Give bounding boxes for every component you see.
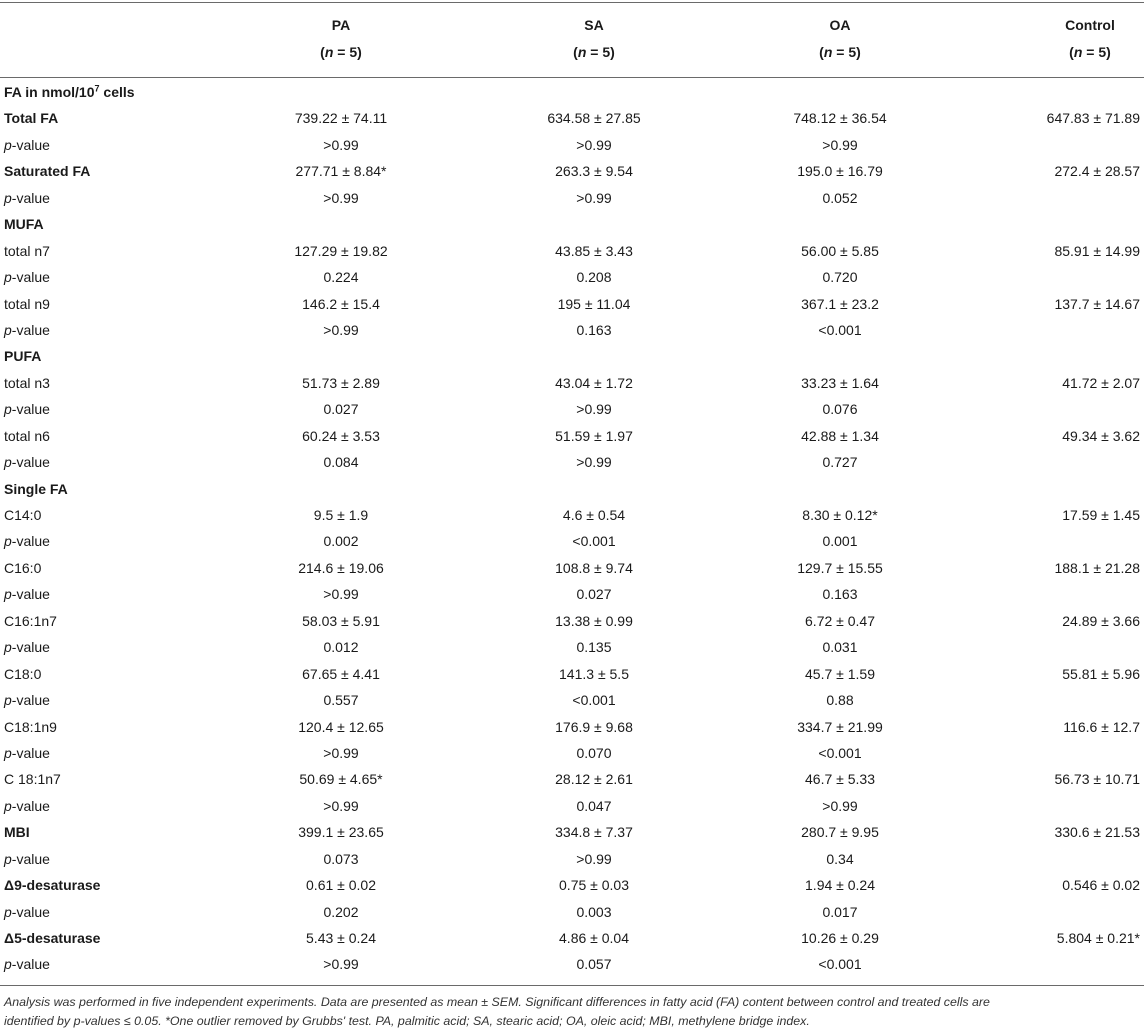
table-footnote — [4, 993, 1140, 1031]
table-row — [0, 396, 1144, 422]
table-cell: 127.29 ± 19.82 — [294, 242, 388, 259]
table-row — [0, 925, 1144, 951]
column-header-n: (n = 5) — [320, 44, 362, 60]
table-cell: 28.12 ± 2.61 — [555, 771, 633, 788]
row-label: Single FA — [4, 480, 68, 497]
row-label: C 18:1n7 — [4, 771, 61, 788]
row-label: FA in nmol/$10^7$ cells — [4, 83, 135, 100]
table-cell: 0.012 — [323, 639, 359, 656]
row-label: p-value — [4, 692, 50, 709]
table-cell: 0.720 — [822, 269, 858, 286]
table-row — [0, 502, 1144, 528]
footnote-line-2: identified by p-values ≤ 0.05. *One outlier removed by Grubbs' test. PA, palmitic acid; SA, stearic acid; OA, oleic acid; MBI, methylene bridge index. — [4, 1014, 810, 1028]
row-label: C18:0 — [4, 665, 42, 682]
table-cell: >0.99 — [576, 850, 612, 867]
table-cell: 0.727 — [822, 454, 858, 471]
row-label: Saturated FA — [4, 163, 91, 180]
row-label: p-value — [4, 850, 50, 867]
table-cell: 33.23 ± 1.64 — [801, 374, 879, 391]
table-cell: 0.047 — [576, 797, 612, 814]
table-cell: >0.99 — [323, 797, 359, 814]
row-label: p-value — [4, 797, 50, 814]
table-cell: 8.30 ± 0.12* — [802, 507, 878, 523]
table-cell: 85.91 ± 14.99 — [1054, 242, 1140, 259]
column-header-n: (n = 5) — [819, 44, 861, 60]
row-label: p-value — [4, 136, 50, 153]
table-cell: 0.208 — [576, 269, 612, 286]
table-cell: 0.070 — [576, 744, 612, 761]
table-cell: 58.03 ± 5.91 — [302, 612, 380, 629]
table-cell: 55.81 ± 5.96 — [1062, 665, 1140, 682]
table-cell: 399.1 ± 23.65 — [298, 824, 384, 841]
table-row — [0, 899, 1144, 925]
table-cell: 0.057 — [576, 956, 612, 973]
table-cell: >0.99 — [576, 136, 612, 153]
table-cell: 10.26 ± 0.29 — [801, 930, 879, 946]
row-label: p-value — [4, 956, 50, 973]
table-row — [0, 79, 1144, 105]
table-row — [0, 105, 1144, 131]
table-cell: 272.4 ± 28.57 — [1054, 163, 1140, 180]
table-cell: 51.59 ± 1.97 — [555, 427, 633, 444]
table-cell: 108.8 ± 9.74 — [555, 559, 633, 576]
column-header-sa — [544, 12, 644, 66]
table-cell: 13.38 ± 0.99 — [555, 612, 633, 629]
table-cell: 0.027 — [323, 401, 359, 418]
table-cell: 195.0 ± 16.79 — [797, 163, 883, 180]
table-row — [0, 238, 1144, 264]
table-row — [0, 608, 1144, 634]
table-cell: 330.6 ± 21.53 — [1054, 824, 1140, 841]
table-cell: <0.001 — [572, 533, 616, 550]
table-cell: <0.001 — [818, 321, 862, 338]
table-cell: 334.7 ± 21.99 — [797, 718, 883, 735]
table-cell: 56.00 ± 5.85 — [801, 242, 879, 259]
footnote-line-1: Analysis was performed in five independent experiments. Data are presented as mean ± SEM. Significant differences in fatty acid (FA) content between control and treated cells are — [4, 995, 990, 1009]
row-label: MUFA — [4, 216, 44, 233]
table-cell: 0.084 — [323, 454, 359, 471]
table-row — [0, 132, 1144, 158]
row-label: total n6 — [4, 427, 50, 444]
table-cell: 1.94 ± 0.24 — [805, 877, 875, 894]
row-label: MBI — [4, 824, 30, 841]
table-cell: 214.6 ± 19.06 — [298, 559, 384, 576]
table-cell: 17.59 ± 1.45 — [1062, 507, 1140, 523]
table-cell: 277.71 ± 8.84* — [295, 163, 387, 180]
table-cell: >0.99 — [576, 454, 612, 471]
table-cell: 739.22 ± 74.11 — [294, 110, 388, 127]
table-cell: 24.89 ± 3.66 — [1062, 612, 1140, 629]
table-cell: 60.24 ± 3.53 — [302, 427, 380, 444]
table-cell: >0.99 — [576, 189, 612, 206]
table-cell: 0.027 — [576, 586, 612, 603]
table-row — [0, 158, 1144, 184]
table-cell: <0.001 — [818, 744, 862, 761]
table-cell: >0.99 — [576, 401, 612, 418]
row-label: p-value — [4, 321, 50, 338]
table-cell: 0.076 — [822, 401, 858, 418]
column-header-name: OA — [829, 17, 851, 33]
row-label: p-value — [4, 533, 50, 550]
table-row — [0, 449, 1144, 475]
table-row — [0, 343, 1144, 369]
row-label: total n7 — [4, 242, 50, 259]
row-label: Δ5-desaturase — [4, 930, 101, 946]
row-label: p-value — [4, 639, 50, 656]
table-row — [0, 291, 1144, 317]
header-bottom-rule — [0, 77, 1144, 78]
table-cell: 334.8 ± 7.37 — [555, 824, 633, 841]
table-row — [0, 846, 1144, 872]
table-cell: 280.7 ± 9.95 — [801, 824, 879, 841]
table-cell: >0.99 — [323, 744, 359, 761]
table-row — [0, 185, 1144, 211]
table-cell: 748.12 ± 36.54 — [793, 110, 887, 127]
table-cell: >0.99 — [323, 321, 359, 338]
table-cell: 634.58 ± 27.85 — [547, 110, 641, 127]
table-cell: 50.69 ± 4.65* — [299, 771, 383, 788]
row-label: p-value — [4, 269, 50, 286]
table-cell: <0.001 — [818, 956, 862, 973]
table-row — [0, 555, 1144, 581]
table-cell: 0.224 — [323, 269, 359, 286]
column-header-n: (n = 5) — [1069, 44, 1111, 60]
table-cell: 0.031 — [822, 639, 858, 656]
table-cell: 0.61 ± 0.02 — [306, 877, 376, 894]
table-row — [0, 661, 1144, 687]
table-cell: 367.1 ± 23.2 — [801, 295, 879, 312]
table-body — [0, 79, 1144, 978]
table-cell: >0.99 — [822, 797, 858, 814]
row-label: p-value — [4, 903, 50, 920]
table-cell: 43.04 ± 1.72 — [555, 374, 633, 391]
table-cell: 0.003 — [576, 903, 612, 920]
table-cell: 0.163 — [822, 586, 858, 603]
table-cell: >0.99 — [822, 136, 858, 153]
table-cell: 0.34 — [826, 850, 854, 867]
table-cell: 0.163 — [576, 321, 612, 338]
table-row — [0, 317, 1144, 343]
table-cell: 176.9 ± 9.68 — [555, 718, 633, 735]
table-row — [0, 951, 1144, 977]
row-label: p-value — [4, 189, 50, 206]
table-row — [0, 634, 1144, 660]
row-label: C18:1n9 — [4, 718, 57, 735]
table-row — [0, 370, 1144, 396]
table-cell: >0.99 — [323, 956, 359, 973]
table-row — [0, 872, 1144, 898]
table-row — [0, 211, 1144, 237]
table-cell: 45.7 ± 1.59 — [805, 665, 875, 682]
column-header-name: PA — [331, 17, 351, 33]
table-row — [0, 819, 1144, 845]
column-header-control — [1040, 12, 1140, 66]
table-cell: 0.75 ± 0.03 — [559, 877, 629, 894]
row-label: p-value — [4, 586, 50, 603]
table-cell: 120.4 ± 12.65 — [298, 718, 384, 735]
row-label: C16:0 — [4, 559, 42, 576]
table-cell: 0.557 — [323, 692, 359, 709]
column-header-name: Control — [1065, 17, 1115, 33]
table-cell: >0.99 — [323, 189, 359, 206]
table-cell: 0.017 — [822, 903, 858, 920]
column-header-name: SA — [584, 17, 604, 33]
table-row — [0, 423, 1144, 449]
table-cell: 6.72 ± 0.47 — [805, 612, 875, 629]
table-cell: 5.43 ± 0.24 — [306, 930, 376, 946]
table-cell: 4.6 ± 0.54 — [562, 507, 626, 523]
table-cell: 42.88 ± 1.34 — [801, 427, 879, 444]
table-cell: 141.3 ± 5.5 — [559, 665, 629, 682]
row-label: PUFA — [4, 348, 42, 365]
table-cell: 41.72 ± 2.07 — [1062, 374, 1140, 391]
row-label: total n9 — [4, 295, 50, 312]
row-label: p-value — [4, 454, 50, 471]
table-cell: 43.85 ± 3.43 — [555, 242, 633, 259]
table-cell: 137.7 ± 14.67 — [1054, 295, 1140, 312]
table-cell: 56.73 ± 10.71 — [1054, 771, 1140, 788]
table-cell: 0.88 — [826, 692, 854, 709]
column-header-n: (n = 5) — [573, 44, 615, 60]
row-label: p-value — [4, 401, 50, 418]
table-cell: 51.73 ± 2.89 — [302, 374, 380, 391]
table-cell: 49.34 ± 3.62 — [1062, 427, 1140, 444]
column-header-oa — [790, 12, 890, 66]
table-cell: 263.3 ± 9.54 — [555, 163, 633, 180]
table-cell: 0.001 — [822, 533, 858, 550]
table-cell: 0.052 — [822, 189, 858, 206]
table-top-rule — [0, 2, 1144, 3]
column-header-pa — [291, 12, 391, 66]
table-cell: <0.001 — [572, 692, 616, 709]
table-cell: 129.7 ± 15.55 — [797, 559, 883, 576]
table-cell: 5.804 ± 0.21* — [1056, 930, 1140, 946]
table-row — [0, 740, 1144, 766]
row-label: C16:1n7 — [4, 612, 57, 629]
table-cell: 647.83 ± 71.89 — [1046, 110, 1140, 127]
table-cell: 0.002 — [323, 533, 359, 550]
table-cell: 67.65 ± 4.41 — [302, 665, 380, 682]
table-row — [0, 714, 1144, 740]
table-cell: 0.073 — [323, 850, 359, 867]
table-row — [0, 581, 1144, 607]
table-cell: 188.1 ± 21.28 — [1054, 559, 1140, 576]
row-label: C14:0 — [4, 507, 42, 523]
row-label: Total FA — [4, 110, 59, 127]
table-cell: >0.99 — [323, 136, 359, 153]
table-bottom-rule — [0, 985, 1144, 986]
row-label: p-value — [4, 744, 50, 761]
table-row — [0, 766, 1144, 792]
table-cell: 4.86 ± 0.04 — [559, 930, 629, 946]
row-label: total n3 — [4, 374, 50, 391]
table-cell: 195 ± 11.04 — [557, 295, 631, 312]
table-row — [0, 687, 1144, 713]
table-cell: 116.6 ± 12.7 — [1063, 718, 1140, 735]
table-row — [0, 528, 1144, 554]
table-cell: 0.202 — [323, 903, 359, 920]
table-cell: 146.2 ± 15.4 — [302, 295, 380, 312]
table-row — [0, 793, 1144, 819]
table-row — [0, 476, 1144, 502]
row-label: Δ9-desaturase — [4, 877, 101, 894]
table-row — [0, 264, 1144, 290]
table-cell: >0.99 — [323, 586, 359, 603]
table-cell: 0.135 — [576, 639, 612, 656]
table-cell: 9.5 ± 1.9 — [313, 507, 369, 523]
table-cell: 0.546 ± 0.02 — [1062, 877, 1140, 894]
table-cell: 46.7 ± 5.33 — [805, 771, 875, 788]
